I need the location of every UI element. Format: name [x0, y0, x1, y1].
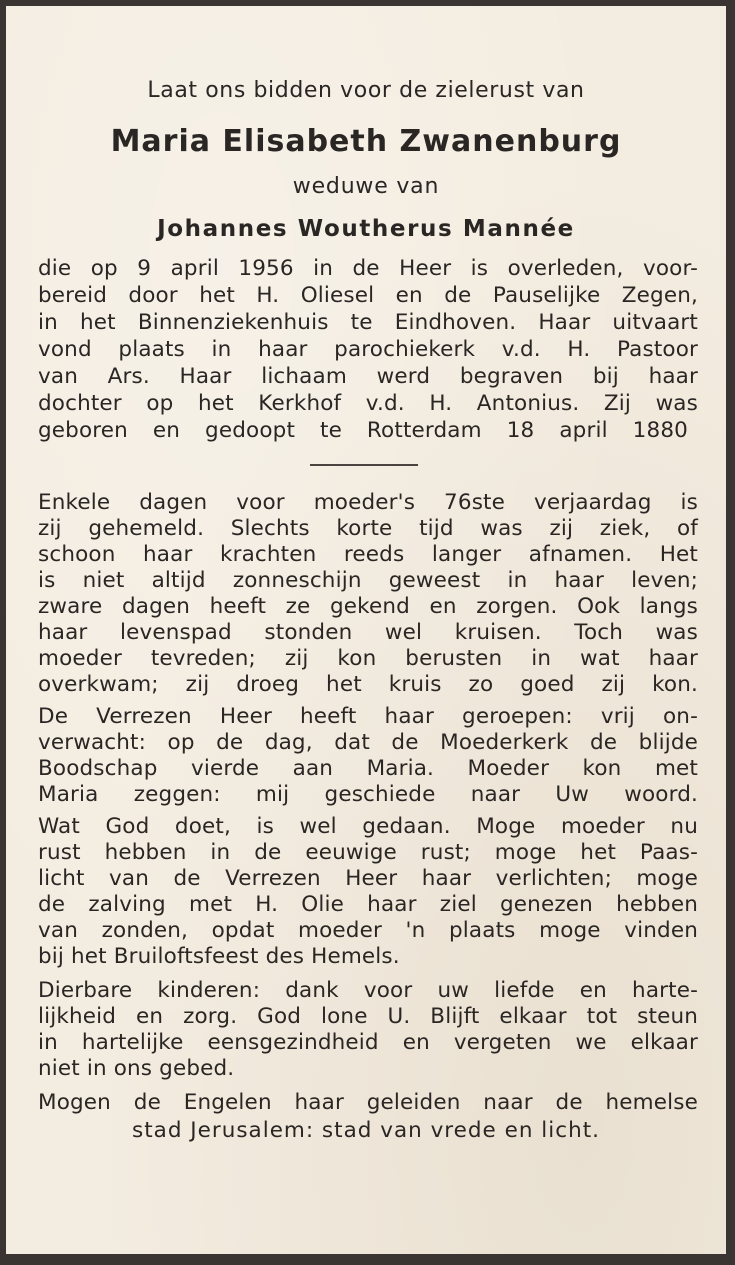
reflection-line: Maria zeggen: mij geschiede naar Uw woord. [38, 782, 698, 807]
reflection-line: bij het Bruiloftsfeest des Hemels. [38, 944, 400, 969]
section-divider [310, 464, 418, 466]
reflection-line: De Verrezen Heer heeft haar geroepen: vrij on- [38, 704, 698, 729]
relation-label: weduwe van [292, 174, 440, 199]
obituary-line: van Ars. Haar lichaam werd begraven bij haar [38, 364, 698, 389]
reflection-line: Enkele dagen voor moeder's 76ste verjaardag is [38, 490, 698, 515]
reflection-line: van zonden, opdat moeder 'n plaats moge vinden [38, 918, 698, 943]
obituary-line: in het Binnenziekenhuis te Eindhoven. Haar uitvaart [38, 310, 698, 335]
reflection-line: zij gehemeld. Slechts korte tijd was zij ziek, of [38, 516, 698, 541]
reflection-line: Wat God doet, is wel gedaan. Moge moeder nu [38, 814, 698, 839]
reflection-line: haar levenspad stonden wel kruisen. Toch was [38, 620, 698, 645]
closing-line: stad Jerusalem: stad van vrede en licht. [132, 1118, 600, 1143]
reflection-line: overkwam; zij droeg het kruis zo goed zij kon. [38, 672, 698, 697]
obituary-line: die op 9 april 1956 in de Heer is overleden, voor- [38, 256, 698, 281]
reflection-line: schoon haar krachten reeds langer afnamen. Het [38, 542, 698, 567]
obituary-line: dochter op het Kerkhof v.d. H. Antonius. Zij was [38, 391, 698, 416]
obituary-line: vond plaats in haar parochiekerk v.d. H. Pastoor [38, 337, 698, 362]
reflection-line: moeder tevreden; zij kon berusten in wat haar [38, 646, 698, 671]
spouse-name: Johannes Woutherus Mannée [157, 216, 575, 242]
reflection-line: Dierbare kinderen: dank voor uw liefde en harte- [38, 978, 698, 1003]
memorial-card [6, 6, 726, 1254]
reflection-line: verwacht: op de dag, dat de Moederkerk de blijde [38, 730, 698, 755]
reflection-line: zware dagen heeft ze gekend en zorgen. Ook langs [38, 594, 698, 619]
reflection-line: is niet altijd zonneschijn geweest in haar leven; [38, 568, 698, 593]
obituary-line: bereid door het H. Oliesel en de Pauselijke Zegen, [38, 283, 698, 308]
reflection-line: lijkheid en zorg. God lone U. Blijft elkaar tot steun [38, 1004, 698, 1029]
reflection-line: Mogen de Engelen haar geleiden naar de hemelse [38, 1090, 698, 1115]
reflection-line: Boodschap vierde aan Maria. Moeder kon met [38, 756, 698, 781]
reflection-line: in hartelijke eensgezindheid en vergeten we elkaar [38, 1030, 698, 1055]
deceased-name: Maria Elisabeth Zwanenburg [110, 124, 622, 159]
reflection-line: de zalving met H. Olie haar ziel genezen hebben [38, 892, 698, 917]
reflection-line: niet in ons gebed. [38, 1056, 235, 1081]
reflection-line: rust hebben in de eeuwige rust; moge het Paas- [38, 840, 698, 865]
obituary-line: geboren en gedoopt te Rotterdam 18 april 1880 [38, 418, 688, 443]
intro-line: Laat ons bidden voor de zielerust van [147, 78, 585, 103]
reflection-line: licht van de Verrezen Heer haar verlichten; moge [38, 866, 698, 891]
